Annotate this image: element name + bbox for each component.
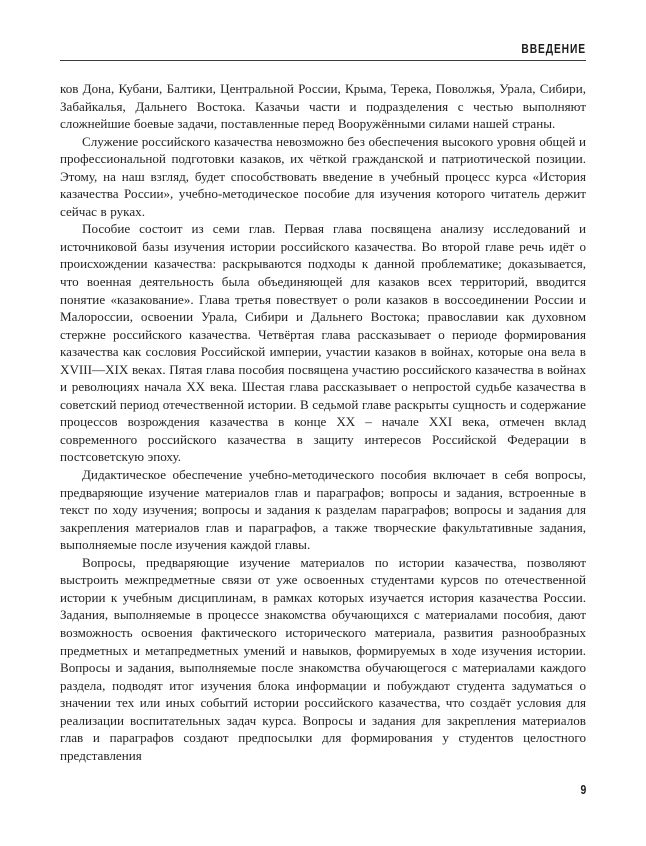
paragraph: Пособие состоит из семи глав. Первая глава посвящена анализу исследований и источниковой базы изучения истории российского казачества. Во второй главе речь идёт о происхождении казачества: раскрываются подходы к данной проблематике; доказывается, что военная деятельность была объединяющей для казаков всех территорий, вводится понятие «казакование». Глава третья повествует о роли казаков в воссоединении России и Малороссии, освоении Урала, Сибири и Дальнего Востока; православии как духовном стержне российского казачества. Четвёртая глава рассказывает о периоде формирования казачества как сословия Российской империи, участии казаков в войнах, которые она вела в XVIII—XIX веках. Пятая глава пособия посвящена участию российского казачества в войнах и революциях начала XX века. Шестая глава рассказывает о непростой судьбе казачества в советский период отечественной истории. В седьмой главе раскрыты сущность и содержание процессов возрождения казачества в конце XX – начале XXI века, отмечен вклад современного российского казачества в защиту интересов Российской Федерации в постсоветскую эпоху.	[60, 221, 586, 465]
paragraph: Служение российского казачества невозможно без обеспечения высокого уровня общей и профессиональной подготовки казаков, их чёткой гражданской и патриотической позиции. Этому, на наш взгляд, будет способствовать введение в учебный процесс курса «История казачества России», учебно-методическое пособие для изучения которого читатель держит сейчас в руках.	[60, 133, 586, 219]
paragraph: ков Дона, Кубани, Балтики, Центральной России, Крыма, Терека, Поволжья, Урала, Сибири, Забайкалья, Дальнего Востока. Казачьи части и подразделения с честью выполняют сложнейшие боевые задачи, поставленные перед Вооружёнными силами нашей страны.	[60, 81, 586, 132]
page-number	[60, 782, 586, 797]
paragraph: Вопросы, предваряющие изучение материалов по истории казачества, позволяют выстроить межпредметные связи от уже освоенных студентами курсов по отечественной истории к учебным дисциплинам, в рамках которых изучается история казачества России. Задания, выполняемые в процессе знакомства обучающихся с материалами пособия, дают возможность освоения фактического исторического материала, развития разнообразных предметных и метапредметных умений и навыков, формируемых в ходе изучения истории. Вопросы и задания, выполняемые после знакомства обучающегося с материалами каждого раздела, подводят итог изучения блока информации и побуждают студента задуматься о значении тех или иных событий истории российского казачества, что создаёт условия для реализации воспитательных задач курса. Вопросы и задания для закрепления материалов глав и параграфов создают предпосылки для формирования у студентов целостного представления	[60, 554, 586, 763]
header-divider-rule	[60, 60, 586, 61]
paragraph: Дидактическое обеспечение учебно-методического пособия включает в себя вопросы, предваряющие изучение материалов глав и параграфов; вопросы и задания, встроенные в текст по ходу изучения; вопросы и задания к разделам параграфов; вопросы и задания для закрепления материалов глав и параграфов, а также творческие факультативные задания, выполняемые после изучения каждой главы.	[60, 467, 586, 553]
page-title: ВВЕДЕНИЕ	[521, 42, 586, 56]
running-header	[60, 42, 586, 61]
page-number-value: 9	[580, 782, 586, 797]
body-text-column	[60, 80, 586, 764]
